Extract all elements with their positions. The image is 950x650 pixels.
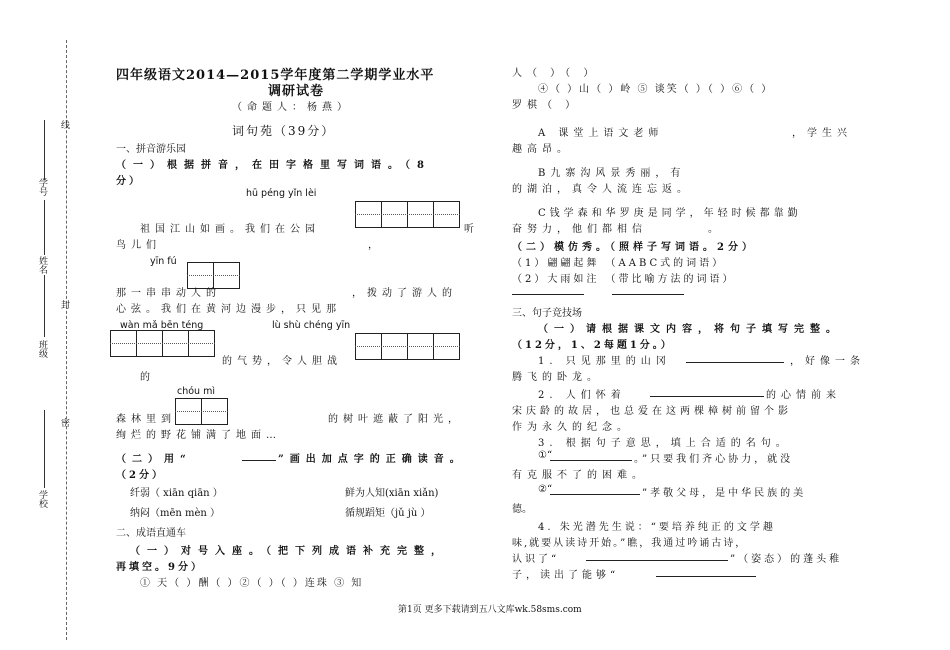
paragraph-line-2: 鸟儿们	[116, 240, 161, 251]
fill-line-9-end: ”孝敬父母，是中华民族的美	[642, 488, 807, 499]
fill-line-1: 1. 只见那里的山冈	[538, 356, 671, 367]
pinyin-yin-fu: yīn fú	[150, 256, 177, 267]
grid-midline	[175, 411, 228, 412]
paper-title-line2: 调研试卷	[268, 84, 325, 99]
reading-item-4[interactable]: 循规蹈矩（jǔ jù ）	[345, 508, 431, 519]
imitate-item-1: （1）翩翩起舞 （AABC式的词语）	[512, 258, 726, 269]
question-4-heading: （二）模仿秀。（照样子写词语。2分）	[512, 242, 756, 253]
paragraph-line-4: 心弦。我们在黄河边漫步，只见那	[116, 304, 341, 315]
fill-blank-6[interactable]	[656, 576, 756, 577]
imitate-item-2: （2）大雨如注 （带比喻方法的词语）	[512, 274, 736, 285]
idiom-items-line-3[interactable]: ④（ ）山（ ）岭 ⑤ 谈笑（ ）（ ）⑥（ ）	[538, 84, 774, 95]
paragraph-line-3-end: ，拨动了游人的	[352, 288, 457, 299]
idiom-items-line-2[interactable]: 人（ ）（ ）	[512, 68, 599, 79]
fill-line-14: 子，读出了能够“	[512, 570, 620, 581]
margin-label-mi: 密	[59, 418, 69, 427]
margin-label-name: 姓名	[37, 256, 47, 274]
fill-line-13-end: ”（姿态）的蓬头稚	[730, 554, 843, 565]
reading-item-1[interactable]: 纤弱（ xiān qiān ）	[130, 488, 223, 499]
question-5-points: （12分，1、2每题1分。）	[512, 340, 674, 351]
sentence-c-line-1: C钱学森和华罗庚是同学，年轻时候都靠勤	[538, 208, 802, 219]
question-3-heading: （一）对号入座。（把下列成语补充完整，	[130, 546, 448, 557]
paragraph-line-6: 的	[140, 372, 150, 383]
pinyin-hu-peng-yin-lei: hū péng yǐn lèi	[246, 188, 317, 199]
question-1-heading-cont: 分）	[116, 176, 142, 187]
idiom-items-line-4[interactable]: 罗棋（ ）	[512, 100, 581, 111]
reading-item-2[interactable]: 鲜为人知(xiān xiǎn)	[345, 488, 439, 499]
number-field-line[interactable]	[44, 120, 45, 180]
section-1-heading: 一、拼音游乐园	[116, 144, 186, 155]
question-3-heading-cont: 再填空。9分）	[116, 562, 204, 573]
fill-blank-3[interactable]	[550, 460, 632, 461]
binding-dashed-line	[66, 40, 67, 640]
fill-line-9: ②“	[538, 484, 553, 495]
fill-blank-4[interactable]	[550, 494, 640, 495]
fill-line-3: 2. 人们怀着	[538, 390, 626, 401]
paragraph-line-8: 绚烂的野花铺满了地面…	[116, 430, 281, 441]
fill-blank-1[interactable]	[686, 362, 784, 363]
sentence-a-line-1: A 课堂上语文老师	[538, 128, 664, 139]
fill-line-12: 味,就要从读诗开始。”瞧，我通过吟诵古诗，	[512, 538, 748, 549]
fill-line-11: 4. 朱光潜先生说：“要培养纯正的文学趣	[538, 522, 776, 533]
paper-title-line1: 四年级语文2014—2015学年度第二学期学业水平	[116, 68, 435, 83]
sentence-b-line-1: B九寨沟风景秀丽，有	[538, 168, 686, 179]
question-5-heading: （一）请根据课文内容，将句子填写完整。	[538, 324, 842, 335]
fill-line-5: 作为永久的纪念。	[512, 422, 632, 433]
pinyin-chou-mi: chóu mì	[177, 386, 215, 397]
margin-label-feng: 封	[59, 300, 69, 309]
margin-label-xian: 线	[59, 120, 69, 129]
blank-underline	[242, 460, 276, 461]
fill-line-13: 认识了“	[512, 554, 560, 565]
reading-item-3[interactable]: 纳闷（mēn mèn ）	[130, 508, 221, 519]
sentence-b-line-2: 的湖泊，真令人流连忘返。	[512, 184, 692, 195]
question-2-heading-cont: ”画出加点字的正确读音。	[278, 454, 466, 465]
margin-label-school: 学校	[37, 490, 47, 508]
sentence-a-line-1-end: ，学生兴	[792, 128, 852, 139]
fill-line-7-end: 。”只要我们齐心协力，就没	[634, 454, 794, 465]
paragraph-line-5: 的气势，令人胆战	[222, 356, 342, 367]
sentence-c-line-2-end: 。	[708, 224, 718, 235]
question-1-heading: （一）根据拼音，在田字格里写词语。（8	[116, 160, 431, 171]
grid-midline	[355, 214, 460, 215]
question-2-points: （2分）	[116, 470, 165, 481]
section-2-heading: 二、成语直通车	[116, 528, 186, 539]
school-field-line[interactable]	[44, 410, 45, 488]
grid-midline	[355, 346, 460, 347]
paragraph-line-2-end: ，	[368, 240, 378, 251]
sentence-c-line-2: 奋努力，他们都相信	[512, 224, 647, 235]
sentence-a-line-2: 趣高昂。	[512, 144, 572, 155]
paragraph-line-1: 祖国江山如画。我们在公园	[140, 224, 320, 235]
paper-author: （命题人：杨燕）	[232, 102, 352, 113]
paragraph-line-3: 那一串串动人的	[116, 288, 221, 299]
fill-line-2: 腾飞的卧龙。	[512, 372, 602, 383]
fill-line-4: 宋庆龄的故居，也总爱在这两棵樟树前留个影	[512, 406, 792, 417]
fill-blank-5[interactable]	[586, 560, 728, 561]
fill-line-10: 德。	[512, 504, 532, 515]
grid-midline	[110, 343, 215, 344]
page-footer: 第1页 更多下载请到五八文库wk.58sms.com	[398, 605, 582, 615]
pinyin-wan-ma-ben-teng: wàn mǎ bēn téng	[120, 320, 204, 331]
grid-midline	[187, 275, 240, 276]
paragraph-line-7-end: 的树叶遮蔽了阳光，	[328, 414, 463, 425]
idiom-items-line-1[interactable]: ① 天（ ）酬（ ）②（ ）（ ）连珠 ③ 知	[140, 578, 364, 589]
fill-line-1-end: ，好像一条	[790, 356, 865, 367]
section-main-title: 词句苑（39分）	[232, 124, 336, 138]
fill-blank-2[interactable]	[650, 396, 764, 397]
answer-blank-1[interactable]	[512, 294, 584, 295]
paragraph-line-1-end: 听	[464, 224, 474, 235]
name-field-line[interactable]	[44, 200, 45, 255]
section-3-heading: 三、句子竞技场	[512, 308, 582, 319]
margin-label-class: 班级	[37, 340, 47, 358]
fill-line-3-end: 的心情前来	[766, 390, 841, 401]
margin-label-number: 学号	[37, 178, 47, 196]
paragraph-line-7: 森林里到	[116, 414, 176, 425]
fill-line-7: ①“	[538, 450, 553, 461]
answer-blank-2[interactable]	[612, 294, 684, 295]
fill-line-6: 3. 根据句子意思，填上合适的名句。	[538, 438, 791, 449]
pinyin-lu-shu-cheng-yin: lù shù chéng yīn	[272, 320, 351, 331]
class-field-line[interactable]	[44, 275, 45, 337]
question-2-heading: （二）用“	[116, 454, 192, 465]
fill-line-8: 有克服不了的困难。	[512, 470, 647, 481]
